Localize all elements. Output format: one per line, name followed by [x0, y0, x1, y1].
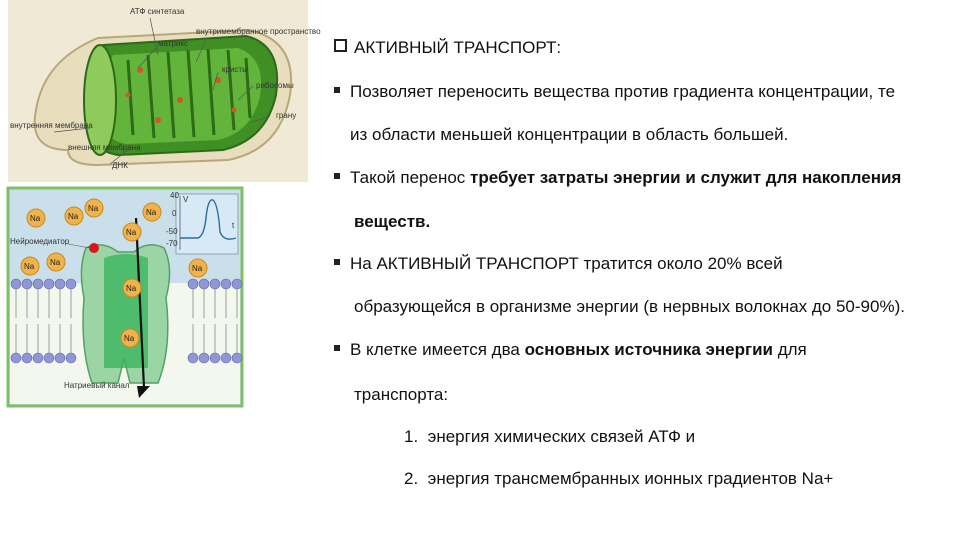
- bullet-3: На АКТИВНЫЙ ТРАНСПОРТ тратится около 20% всей: [334, 255, 783, 272]
- bullet-2: Такой перенос требует затраты энергии и служит для накопления: [334, 169, 901, 186]
- axis-t: t: [232, 221, 235, 230]
- checkbox-bullet-icon: [334, 39, 347, 52]
- square-bullet-icon: [334, 345, 340, 351]
- square-bullet-icon: [334, 87, 340, 93]
- sodium-ion-label: Na: [88, 204, 99, 213]
- sodium-ion-label: Na: [30, 214, 41, 223]
- volt-m50: -50: [166, 227, 178, 236]
- label-sodium-channel: Натриевый канал: [64, 381, 130, 390]
- label-neuromediator: Нейромедиатор: [10, 237, 70, 246]
- bullet-1-continuation: из области меньшей концентрации в область большей.: [350, 125, 789, 144]
- slide-heading: АКТИВНЫЙ ТРАНСПОРТ:: [334, 38, 561, 58]
- sodium-ion-label: Na: [126, 284, 137, 293]
- list-item-2: 2. энергия трансмембранных ионных градиентов Na+: [404, 469, 834, 488]
- sodium-ion-label: Na: [50, 258, 61, 267]
- label-intermembrane: внутримембранное пространство: [196, 27, 321, 36]
- sodium-channel-figure: [8, 188, 242, 406]
- label-dna: ДНК: [112, 161, 128, 170]
- sodium-ion-label: Na: [146, 208, 157, 217]
- label-atp-synthetase: АТФ синтетаза: [130, 7, 185, 16]
- label-cristae: кристы: [222, 65, 248, 74]
- bullet-4-continuation: транспорта:: [354, 385, 449, 404]
- label-inner-membrane: внутренняя мембрана: [10, 121, 93, 130]
- volt-m70: -70: [166, 239, 178, 248]
- volt-0: 0: [172, 209, 177, 218]
- label-granules: грану: [276, 111, 297, 120]
- sodium-ion-label: Na: [126, 228, 137, 237]
- label-outer-membrane: внешняя мембрана: [68, 143, 141, 152]
- sodium-ion-label: Na: [24, 262, 35, 271]
- volt-40: 40: [170, 191, 179, 200]
- label-matrix: матрикс: [158, 39, 188, 48]
- sodium-ion-label: Na: [124, 334, 135, 343]
- bullet-1: Позволяет переносить вещества против градиента концентрации, те: [334, 83, 895, 100]
- bullet-3-continuation: образующейся в организме энергии (в нервных волокнах до 50-90%).: [354, 297, 905, 316]
- mitochondrion-figure: [8, 0, 321, 182]
- square-bullet-icon: [334, 259, 340, 265]
- sodium-ion-label: Na: [68, 212, 79, 221]
- sodium-ion-label: Na: [192, 264, 203, 273]
- square-bullet-icon: [334, 173, 340, 179]
- bullet-2-continuation: веществ.: [354, 212, 431, 231]
- axis-v: V: [183, 195, 189, 204]
- label-ribosomes: рибосомы: [256, 81, 294, 90]
- bullet-4: В клетке имеется два основных источника энергии для: [334, 341, 807, 358]
- list-item-1: 1. энергия химических связей АТФ и: [404, 427, 696, 446]
